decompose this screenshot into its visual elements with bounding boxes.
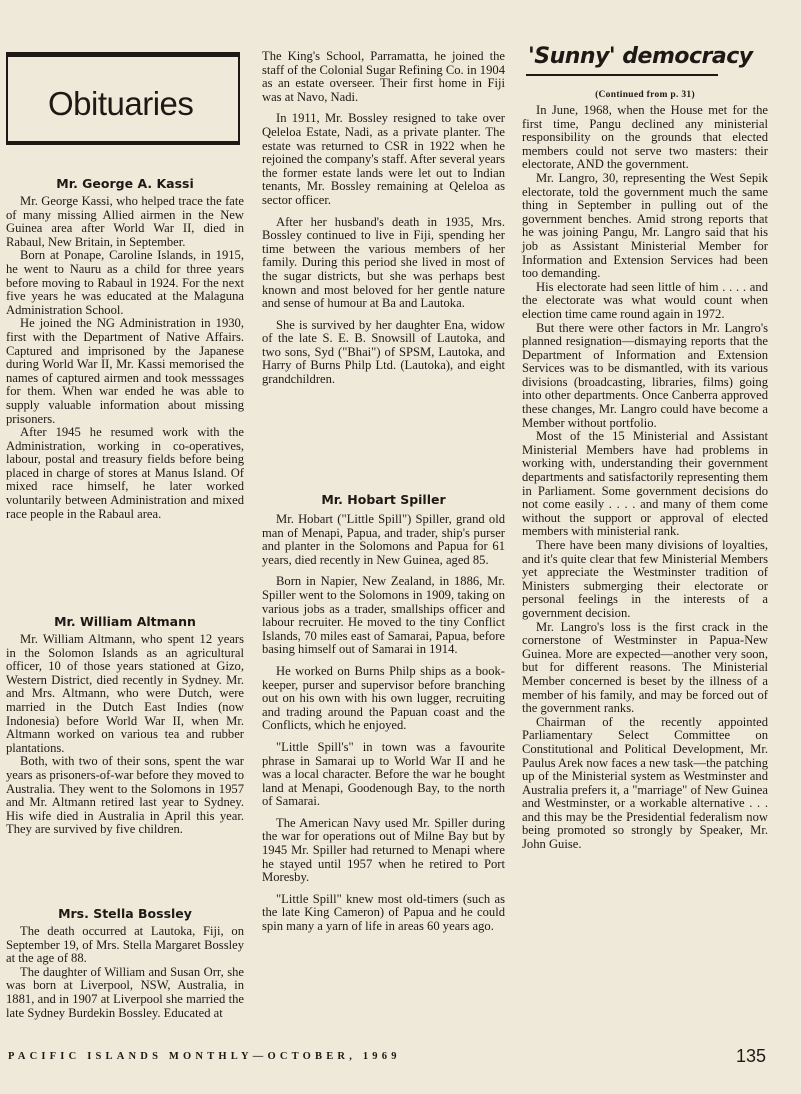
sunny-para: Mr. Langro, 30, representing the West Sepik electorate, told the government much the same thing in September in pulling out of the government benches. Amid strong reports that he was joining Pangu, Mr. Langro said that his job as Assistant Ministerial Member for Information and Extension Services had been too demanding. [522, 170, 768, 281]
spiller-para: Born in Napier, New Zealand, in 1886, Mr. Spiller went to the Solomons in 1909, taking on various jobs as a trader, smallships officer and labour recruiter. He moved to the tiny Conflict Islands, 70 miles east of Samarai, Papua, before basing himself out of Samarai in 1914. [262, 574, 505, 657]
altmann-heading: Mr. William Altmann [54, 614, 196, 629]
title-rule [526, 74, 718, 76]
bossley-body-cont [262, 50, 505, 387]
spiller-heading: Mr. Hobart Spiller [321, 492, 446, 507]
bossley-para: The daughter of William and Susan Orr, she was born at Liverpool, NSW, Australia, in 1881, and in 1907 at Liverpool she married the late Sydney Burdekin Bossley. Educated at [6, 964, 244, 1020]
column-1-altmann [6, 614, 244, 837]
spiller-para: He worked on Burns Philp ships as a book-keeper, purser and supervisor before branching out on his own with his own lugger, recruiting and trading around the Papuan coast and the Conflicts, which he enjoyed. [262, 663, 505, 733]
headline-box [6, 52, 240, 145]
kassi-para: After 1945 he resumed work with the Administration, working in co-operatives, labour, postal and treasury fields before being placed in charge of stores at Manus Island. Of mixed race himself, he later worked voluntarily between Administration and mixed race people in the Rabaul area. [6, 425, 244, 521]
kassi-para: He joined the NG Administration in 1930, first with the Department of Native Affairs. Captured and imprisoned by the Japanese during World War II, Mr. Kassi memorised the names of captured airmen and took messsages for them. When war ended he was able to supply valuable information about missing prisoners. [6, 316, 244, 426]
sunny-para: There have been many divisions of loyalties, and it's quite clear that few Ministerial Members yet appreciate the Westminster tradition of Ministers submerging their electorate or personal feelings in the interests of a government decision. [522, 538, 768, 620]
spiller-para: Mr. Hobart ("Little Spill") Spiller, grand old man of Menapi, Papua, and trader, ship's purser and planter in the Solomons and Papua for 61 years, died recently in New Guinea, aged 85. [262, 512, 505, 567]
altmann-body [6, 633, 244, 837]
spiller-para: "Little Spill" knew most old-timers (such as the late King Cameron) of Papua and he could spin many a yarn of life in areas 60 years ago. [262, 891, 505, 934]
bossley-para: The death occurred at Lautoka, Fiji, on September 19, of Mrs. Stella Margaret Bossley at the age of 88. [6, 924, 244, 966]
page-number: 135 [736, 1046, 767, 1066]
sunny-para: Most of the 15 Ministerial and Assistant Ministerial Members have had problems in working with, understanding their government departments and satisfactorily representing them in Parliament. Some government decisions do not come easily . . . . and many of them come without the support or approval of elected members with ministerial rank. [522, 429, 768, 539]
column-3 [522, 104, 768, 852]
bossley-heading: Mrs. Stella Bossley [58, 906, 192, 921]
column-2-spiller [262, 492, 505, 934]
page-title: Obituaries [48, 85, 194, 122]
kassi-para: Mr. George Kassi, who helped trace the fate of many missing Allied airmen in the New Guinea area after World War II, died in Rabaul, New Britain, in September. [6, 194, 244, 249]
column-1 [6, 176, 244, 521]
bossley-continuation: The King's School, Parramatta, he joined the staff of the Colonial Sugar Refining Co. in 1904 as an estate overseer. Their first home in Fiji was at Navo, Nadi. [262, 49, 505, 104]
sunny-para: His electorate had seen little of him . . . . and the electorate was what would count when election time came round again in 1972. [522, 279, 768, 321]
spiller-para: The American Navy used Mr. Spiller during the war for operations out of Milne Bay but by 1945 Mr. Spiller had returned to Menapi where he stayed until 1957 when he retired to Port Moresby. [262, 815, 505, 885]
kassi-para: Born at Ponape, Caroline Islands, in 1915, he went to Nauru as a child for three years before moving to Rabaul in 1924. For the next five years he was educated at the Malaguna Administration School. [6, 248, 244, 317]
continued-note: (Continued from p. 31) [595, 90, 695, 100]
article-title: 'Sunny' democracy [528, 44, 753, 69]
altmann-para: Both, with two of their sons, spent the war years as prisoners-of-war before they moved to Australia. They went to the Solomons in 1957 and Mr. Altmann retired last year to Sydney. His wife died in Australia in April this year. They are survived by five children. [6, 754, 244, 837]
sunny-para: But there were other factors in Mr. Langro's planned resignation—dismaying reports that the Department of Information and Extension Services was to be dismantled, with its various divisions (broadcasting, libraries, films) going into other departments. Once Canberra approved these changes, Mr. Langro could have become a Member without portfolio. [522, 320, 768, 430]
sunny-body [522, 104, 768, 852]
sunny-para: Mr. Langro's loss is the first crack in the cornerstone of Westminster in Papua-New Guinea. More are expected—another very soon, but for different reasons. The Ministerial Member concerned is beset by the illness of a member of his family, and may be forced out of the government ranks. [522, 619, 768, 716]
kassi-body [6, 195, 244, 521]
kassi-heading: Mr. George A. Kassi [56, 176, 194, 191]
spiller-para: "Little Spill's" in town was a favourite phrase in Samarai up to World War II and he was a local character. Before the war he bought land at Menapi, Goodenough Bay, to the north of Samarai. [262, 739, 505, 809]
footer-masthead: PACIFIC ISLANDS MONTHLY—OCTOBER, 1969 [8, 1051, 401, 1062]
altmann-para: Mr. William Altmann, who spent 12 years in the Solomon Islands as an agricultural officer, 10 of those years stationed at Gizo, Western District, died recently in Sydney. Mr. and Mrs. Altmann, who were Dutch, were married in the Dutch East Indies (now Indonesia) before World War II, when Mr. Altmann worked on various tea and rubber plantations. [6, 632, 244, 755]
column-2 [262, 50, 505, 387]
column-1-bossley [6, 906, 244, 1020]
bossley-body-start [6, 925, 244, 1020]
bossley-para: After her husband's death in 1935, Mrs. Bossley continued to live in Fiji, spending her time between the various members of her family. During this period she lived in most of the sugar districts, but she was perhaps best known and most beloved for her gentle nature and sense of humour at Ba and Lautoka. [262, 214, 505, 311]
bossley-para: She is survived by her daughter Ena, widow of the late S. E. B. Snowsill of Lautoka, and two sons, Syd ("Bhai") of SPSM, Lautoka, and Harry of Burns Philp Ltd. (Lautoka), and eight grandchildren. [262, 317, 505, 387]
spiller-body [262, 513, 505, 934]
sunny-para: Chairman of the recently appointed Parliamentary Select Committee on Constitutional and Political Development, Mr. Paulus Arek now faces a new task—the patching up of the Ministerial system as Westminster and Australia prefers it, a "marriage" of New Guinea and Westminster, or a workable alternative . . . and this may be the Presidential federalism now being promoted so strongly by Speaker, Mr. John Guise. [522, 714, 768, 852]
bossley-para: In 1911, Mr. Bossley resigned to take over Qeleloa Estate, Nadi, as a private planter. The estate was returned to CSR in 1922 when he rejoined the company's staff. After several years the former estate lands were let out to Indian tenants, Mr. Bossley remaining at Qeleloa as sector officer. [262, 111, 505, 207]
sunny-para: In June, 1968, when the House met for the first time, Pangu declined any ministerial responsibility on the grounds that elected members could not serve two masters: their electorate, AND the government. [522, 103, 768, 172]
